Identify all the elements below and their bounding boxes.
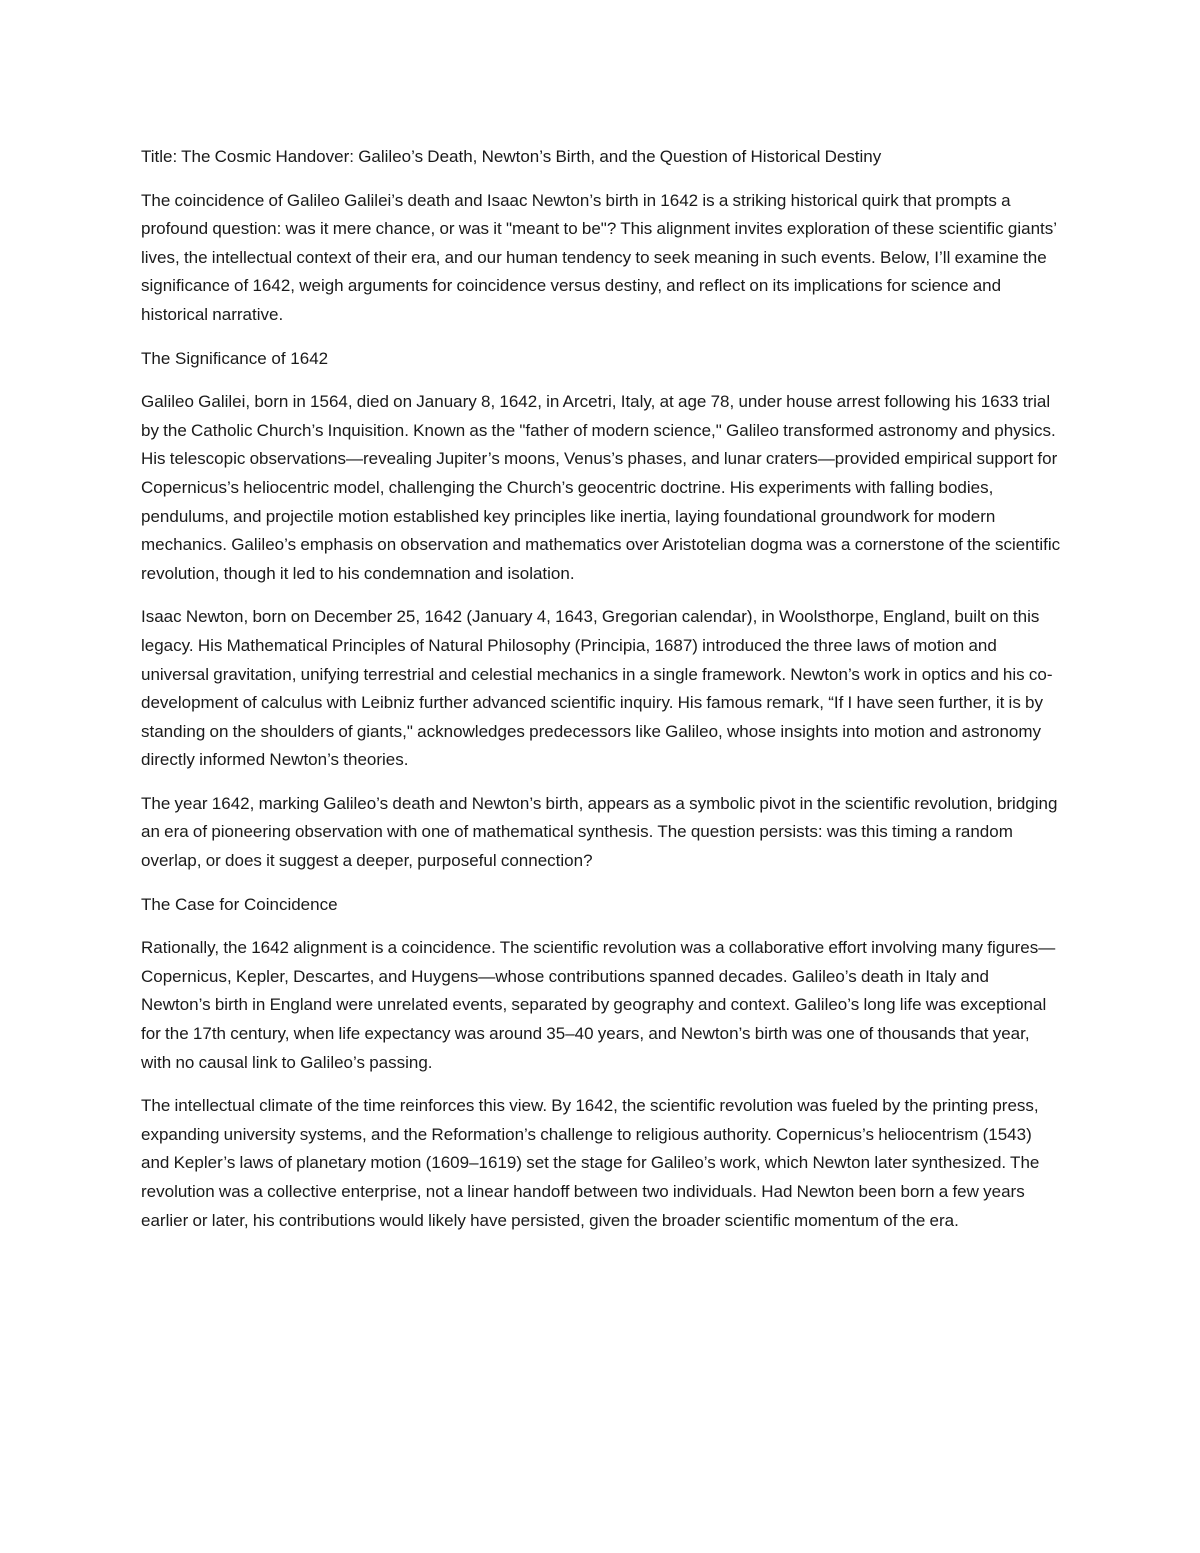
paragraph-galileo: Galileo Galilei, born in 1564, died on January 8, 1642, in Arcetri, Italy, at age 78, under house arrest following his 1633 trial by the Catholic Church’s Inquisition. Known as the "father of modern science," Galileo transformed astronomy and physics. His telescopic observations—revealing Jupiter’s moons, Venus’s phases, and lunar craters—provided empirical support for Copernicus’s heliocentric model, challenging the Church’s geocentric doctrine. His experiments with falling bodies, pendulums, and projectile motion established key principles like inertia, laying foundational groundwork for modern mechanics. Galileo’s emphasis on observation and mathematics over Aristotelian dogma was a cornerstone of the scientific revolution, though it led to his condemnation and isolation. <box>141 392 1061 583</box>
section-heading-coincidence: The Case for Coincidence <box>141 894 338 914</box>
intro-paragraph: The coincidence of Galileo Galilei’s death and Isaac Newton’s birth in 1642 is a striking historical quirk that prompts a profound question: was it mere chance, or was it "meant to be"? This alignment invites exploration of these scientific giants’ lives, the intellectual context of their era, and our human tendency to seek meaning in such events. Below, I’ll examine the significance of 1642, weigh arguments for coincidence versus destiny, and reflect on its implications for science and historical narrative. <box>141 190 1057 324</box>
section-heading-significance: The Significance of 1642 <box>141 348 329 368</box>
document-body <box>141 143 1061 1250</box>
paragraph-coincidence: Rationally, the 1642 alignment is a coincidence. The scientific revolution was a collaborative effort involving many figures—Copernicus, Kepler, Descartes, and Huygens—whose contributions spanned decades. Galileo’s death in Italy and Newton’s birth in England were unrelated events, separated by geography and context. Galileo’s long life was exceptional for the 17th century, when life expectancy was around 35–40 years, and Newton’s birth was one of thousands that year, with no causal link to Galileo’s passing. <box>141 938 1056 1072</box>
paragraph-intellectual-climate: The intellectual climate of the time reinforces this view. By 1642, the scientific revolution was fueled by the printing press, expanding university systems, and the Reformation’s challenge to religious authority. Copernicus’s heliocentrism (1543) and Kepler’s laws of planetary motion (1609–1619) set the stage for Galileo’s work, which Newton later synthesized. The revolution was a collective enterprise, not a linear handoff between two individuals. Had Newton been born a few years earlier or later, his contributions would likely have persisted, given the broader scientific momentum of the era. <box>141 1096 1040 1230</box>
paragraph-1642-pivot: The year 1642, marking Galileo’s death and Newton’s birth, appears as a symbolic pivot in the scientific revolution, bridging an era of pioneering observation with one of mathematical synthesis. The question persists: was this timing a random overlap, or does it suggest a deeper, purposeful connection? <box>141 793 1058 871</box>
paragraph-newton: Isaac Newton, born on December 25, 1642 (January 4, 1643, Gregorian calendar), in Woolsthorpe, England, built on this legacy. His Mathematical Principles of Natural Philosophy (Principia, 1687) introduced the three laws of motion and universal gravitation, unifying terrestrial and celestial mechanics in a single framework. Newton’s work in optics and his co-development of calculus with Leibniz further advanced scientific inquiry. His famous remark, “If I have seen further, it is by standing on the shoulders of giants," acknowledges predecessors like Galileo, whose insights into motion and astronomy directly informed Newton’s theories. <box>141 607 1053 770</box>
document-title: Title: The Cosmic Handover: Galileo’s Death, Newton’s Birth, and the Question of Historical Destiny <box>141 147 882 166</box>
